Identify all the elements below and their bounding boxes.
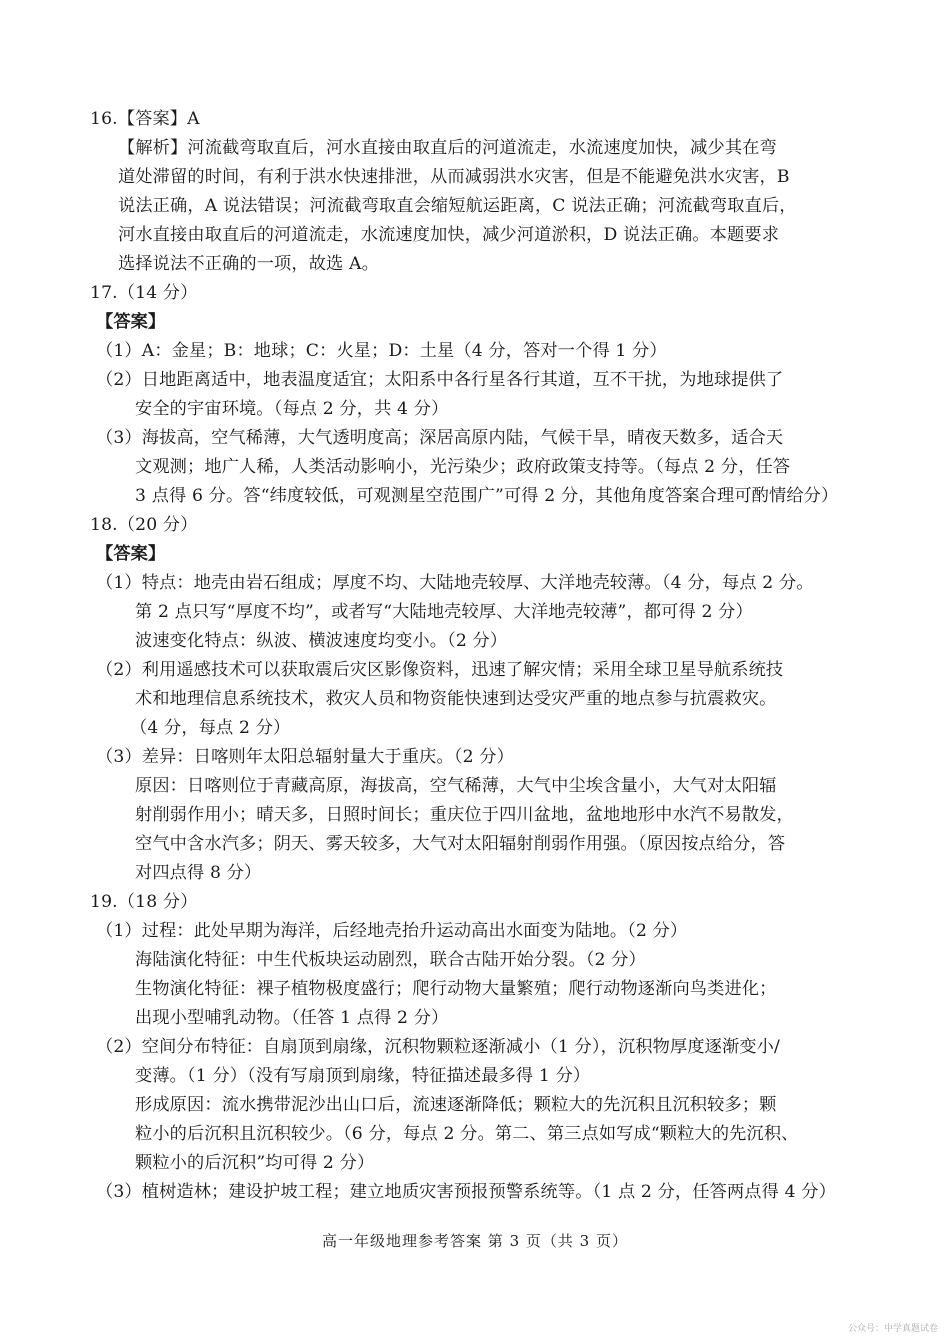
q17-part3: （3）海拔高，空气稀薄，大气透明度高；深居高原内陆，气候干旱，晴夜天数多，适合天: [96, 428, 784, 448]
q18-part1: （1）特点：地壳由岩石组成；厚度不均、大陆地壳较厚、大洋地壳较薄。（4 分，每点 2 分。: [96, 573, 814, 593]
q17-part3-cont: 文观测；地广人稀，人类活动影响小，光污染少；政府政策支持等。（每点 2 分，任答: [135, 457, 791, 477]
q19-part2-cont: 颗粒小的后沉积”均可得 2 分）: [135, 1153, 375, 1173]
q16-analysis-line: 选择说法不正确的一项，故选 A。: [118, 254, 379, 274]
q17-part2: （2）日地距离适中，地表温度适宜；太阳系中各行星各行其道，互不干扰，为地球提供了: [96, 370, 784, 390]
q18-part3-cont: 空气中含水汽多；阴天、雾天较多，大气对太阳辐射削弱作用强。（原因按点给分，答: [135, 834, 786, 854]
q19-part2: （2）空间分布特征：自扇顶到扇缘，沉积物颗粒逐渐减小（1 分），沉积物厚度逐渐变小/: [96, 1037, 780, 1057]
q18-part1-cont: 波速变化特点：纵波、横波速度均变小。（2 分）: [135, 631, 508, 651]
q18-part2-cont: （4 分，每点 2 分）: [130, 718, 291, 738]
q18-part2-cont: 术和地理信息系统技术，救灾人员和物资能快速到达受灾严重的地点参与抗震救灾。: [135, 689, 777, 709]
q19-heading: 19.（18 分）: [90, 892, 198, 912]
q17-part2-cont: 安全的宇宙环境。（每点 2 分，共 4 分）: [135, 399, 449, 419]
q17-part1: （1）A：金星；B：地球；C：火星；D：土星（4 分，答对一个得 1 分）: [96, 341, 667, 361]
q18-part3-cont: 射削弱作用小；晴天多，日照时间长；重庆位于四川盆地，盆地地形中水汽不易散发，: [135, 805, 794, 825]
q19-part2-cont: 形成原因：流水携带泥沙出山口后，流速逐渐降低；颗粒大的先沉积且沉积较多；颗: [135, 1095, 777, 1115]
q17-answer-label: 【答案】: [96, 312, 166, 332]
q17-part3-cont: 3 点得 6 分。答“纬度较低，可观测星空范围广”可得 2 分，其他角度答案合理可酌情给分）: [135, 486, 839, 506]
q19-part3: （3）植树造林；建设护坡工程；建立地质灾害预报预警系统等。（1 点 2 分，任答两点得 4 分）: [96, 1182, 836, 1202]
watermark: 公众号：中学真题试卷: [847, 1324, 938, 1334]
q16-analysis-line: 道处滞留的时间，有利于洪水快速排泄，从而减弱洪水灾害，但是不能避免洪水灾害，B: [118, 167, 790, 187]
q18-answer-label: 【答案】: [96, 544, 166, 564]
page-footer: 高一年级地理参考答案 第 3 页（共 3 页）: [322, 1232, 628, 1250]
q18-part3: （3）差异：日喀则年太阳总辐射量大于重庆。（2 分）: [96, 747, 514, 767]
q19-part2-cont: 变薄。（1 分）（没有写扇顶到扇缘，特征描述最多得 1 分）: [135, 1066, 591, 1086]
q19-part1-cont: 生物演化特征：裸子植物极度盛行；爬行动物大量繁殖；爬行动物逐渐向鸟类进化；: [135, 979, 777, 999]
q18-part3-cont: 对四点得 8 分）: [135, 863, 262, 883]
q19-part1-cont: 海陆演化特征：中生代板块运动剧烈，联合古陆开始分裂。（2 分）: [135, 950, 646, 970]
q16-analysis-line: 说法正确，A 说法错误；河流截弯取直会缩短航运距离，C 说法正确；河流截弯取直后，: [118, 196, 797, 216]
q18-part3-cont: 原因：日喀则位于青藏高原，海拔高，空气稀薄，大气中尘埃含量小，大气对太阳辐: [135, 776, 777, 796]
q18-heading: 18.（20 分）: [90, 515, 198, 535]
q18-part1-cont: 第 2 点只写“厚度不均”，或者写“大陆地壳较厚、大洋地壳较薄”，都可得 2 分）: [135, 602, 753, 622]
q19-part1-cont: 出现小型哺乳动物。（任答 1 点得 2 分）: [135, 1008, 449, 1028]
q19-part1: （1）过程：此处早期为海洋，后经地壳抬升运动高出水面变为陆地。（2 分）: [96, 921, 688, 941]
q17-heading: 17.（14 分）: [90, 283, 198, 303]
q16-analysis-line: 河水直接由取直后的河道流走，水流速度加快，减少河道淤积，D 说法正确。本题要求: [118, 225, 780, 245]
q16-answer: 16.【答案】A: [90, 109, 200, 129]
q16-analysis-line: 【解析】河流截弯取直后，河水直接由取直后的河道流走，水流速度加快，减少其在弯: [118, 138, 777, 158]
q19-part2-cont: 粒小的后沉积且沉积较少。（6 分，每点 2 分。第二、第三点如写成“颗粒大的先沉积、: [135, 1124, 799, 1144]
q18-part2: （2）利用遥感技术可以获取震后灾区影像资料，迅速了解灾情；采用全球卫星导航系统技: [96, 660, 784, 680]
